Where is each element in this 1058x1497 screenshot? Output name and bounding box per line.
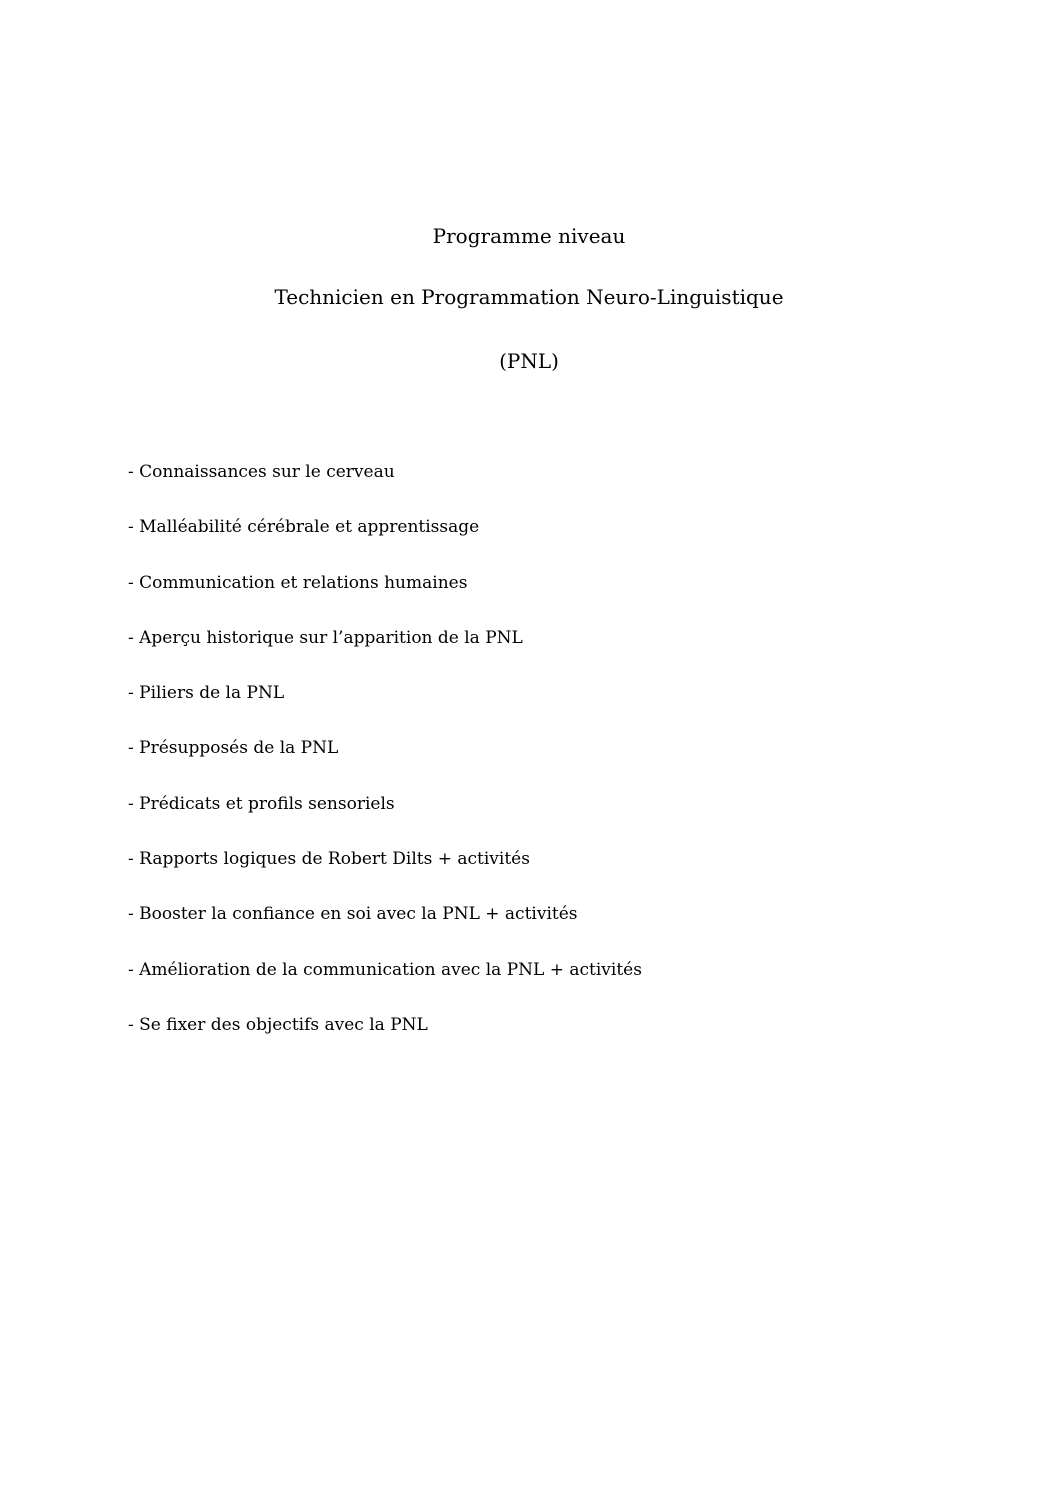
list-item: - Connaissances sur le cerveau: [128, 462, 395, 482]
list-item: - Piliers de la PNL: [128, 683, 285, 704]
program-list: [128, 458, 642, 1066]
title-line-3: (PNL): [499, 349, 559, 373]
title-line-1: Programme niveau: [432, 224, 626, 248]
list-item: - Amélioration de la communication avec la PNL + activités: [128, 959, 642, 980]
list-item: - Se fixer des objectifs avec la PNL: [128, 1014, 428, 1035]
list-item: - Booster la confiance en soi avec la PNL + activités: [128, 904, 578, 925]
title-line-2: Technicien en Programmation Neuro-Linguistique: [274, 285, 784, 309]
list-item: - Prédicats et profils sensoriels: [128, 793, 395, 814]
list-item: - Aperçu historique sur l’apparition de la PNL: [128, 627, 523, 648]
list-item: - Présupposés de la PNL: [128, 738, 339, 759]
list-item: - Malléabilité cérébrale et apprentissage: [128, 517, 480, 538]
list-item: - Rapports logiques de Robert Dilts + activités: [128, 849, 530, 870]
list-item: - Communication et relations humaines: [128, 572, 468, 593]
